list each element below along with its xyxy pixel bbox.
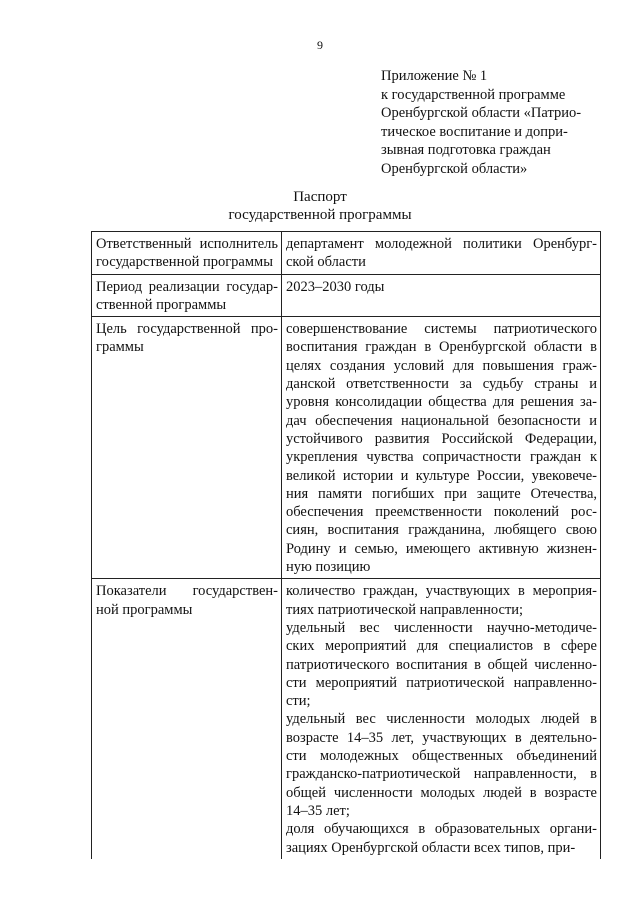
row-value-line: великой истории и культуре России, увековече- — [286, 467, 597, 484]
row-value-line: укрепления чувства сопричастности граждан к — [286, 449, 597, 466]
row-value-line: сти мероприятий патриотической направленно- — [286, 674, 597, 691]
appendix-line: Оренбургской области» — [381, 160, 528, 177]
row-value-cell — [282, 274, 601, 317]
row-value-line: сти; — [286, 693, 311, 710]
appendix-line: зывная подготовка граждан — [381, 142, 551, 158]
row-value-line: целях создания условий для повышения граж- — [286, 357, 597, 374]
row-value-line: ную позицию — [286, 559, 371, 576]
row-label-line: Период реализации государ- — [96, 278, 278, 295]
row-value-line: уровня консолидации общества для решения за- — [286, 394, 597, 411]
row-value-cell — [282, 232, 601, 275]
table-row — [92, 579, 601, 859]
row-value-line: дач обеспечения национальной безопасности и — [286, 412, 597, 429]
appendix-line: тическое воспитание и допри- — [381, 123, 568, 140]
row-value-line: общей численности молодых людей в возрасте — [286, 784, 597, 801]
appendix-heading — [381, 67, 611, 178]
row-value-line: 2023–2030 годы — [286, 278, 385, 295]
row-label-line: Цель государственной про- — [96, 321, 278, 338]
row-label-line: ственной программы — [96, 296, 227, 313]
row-value-line: устойчивого развития Российской Федерации, — [286, 430, 597, 447]
row-value-line: совершенствование системы патриотического — [286, 321, 597, 338]
row-label-line: Показатели государствен- — [96, 583, 278, 600]
table-row — [92, 232, 601, 275]
row-value-line: гражданско-патриотической направленности, в — [286, 766, 597, 783]
appendix-line: Приложение № 1 — [381, 68, 488, 84]
row-value-line: 14–35 лет; — [286, 802, 350, 819]
row-value-line: обеспечения преемственности поколений рос- — [286, 504, 597, 521]
row-label-line: граммы — [96, 339, 144, 356]
appendix-line: Оренбургской области «Патрио- — [381, 105, 582, 121]
row-value-line: количество граждан, участвующих в мероприя- — [286, 583, 597, 600]
row-label-cell — [92, 317, 282, 579]
row-label-cell — [92, 579, 282, 859]
row-value-line: патриотического воспитания в общей численно- — [286, 656, 597, 673]
row-value-line: тиях патриотической направленности; — [286, 601, 524, 618]
row-value-line: сти молодежных общественных объединений — [286, 748, 597, 765]
row-label-line: ной программы — [96, 601, 193, 618]
row-value-line: возрасте 14–35 лет, участвующих в деятельно- — [286, 729, 597, 746]
passport-table — [91, 231, 601, 859]
row-value-line: сиян, воспитания гражданина, любящего свою — [286, 522, 597, 539]
passport-table-body — [92, 232, 601, 859]
row-label-cell — [92, 232, 282, 275]
row-value-cell — [282, 317, 601, 579]
row-value-line: данской ответственности за судьбу страны и — [286, 376, 597, 393]
row-value-line: воспитания граждан в Оренбургской области в — [286, 339, 597, 356]
row-value-cell — [282, 579, 601, 859]
passport-title-line: Паспорт — [293, 189, 347, 205]
row-value-line: департамент молодежной политики Оренбург- — [286, 236, 597, 252]
row-value-line: зациях Оренбургской области всех типов, при- — [286, 839, 576, 856]
page-number: 9 — [317, 38, 323, 52]
row-value-line: ской области — [286, 254, 366, 271]
row-value-line: удельный вес численности научно-методиче- — [286, 619, 597, 636]
row-label-line: Ответственный исполнитель — [96, 236, 278, 252]
row-value-line: ния памяти погибших при защите Отечества, — [286, 485, 597, 502]
table-row — [92, 274, 601, 317]
row-value-line: доля обучающихся в образовательных органи- — [286, 821, 597, 838]
row-value-line: Родину и семью, имеющего активную жизнен- — [286, 540, 597, 557]
passport-title — [0, 188, 640, 224]
table-row — [92, 317, 601, 579]
passport-title-line: государственной программы — [228, 207, 412, 223]
row-value-line: ских мероприятий для специалистов в сфере — [286, 638, 597, 655]
row-label-cell — [92, 274, 282, 317]
appendix-line: к государственной программе — [381, 86, 566, 103]
row-label-line: государственной программы — [96, 254, 273, 271]
row-value-line: удельный вес численности молодых людей в — [286, 711, 597, 728]
